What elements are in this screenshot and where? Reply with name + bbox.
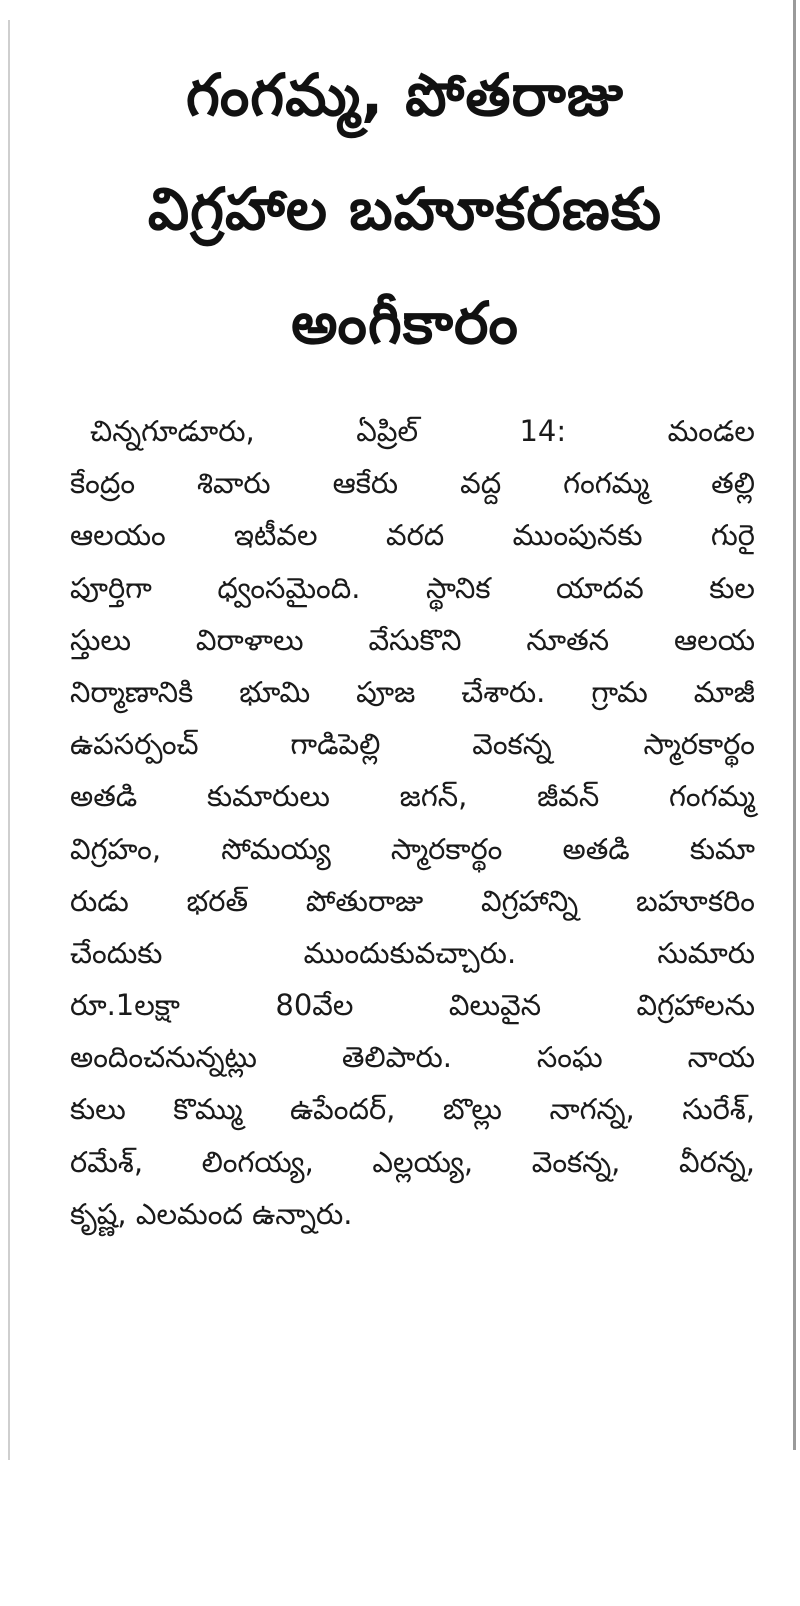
headline-line-2: విగ్రహాల బహూకరణకు: [147, 175, 663, 243]
body-line: రమేశ్, లింగయ్య, ఎల్లయ్య, వెంకన్న, వీరన్న,: [70, 1144, 755, 1179]
body-line: స్తులు విరాళాలు వేసుకొని నూతన ఆలయ: [70, 622, 755, 657]
body-line: ఆలయం ఇటీవల వరద ముంపునకు గురై: [70, 518, 755, 553]
body-line: కృష్ణ, ఎలమంద ఉన్నారు.: [70, 1196, 353, 1231]
column-rule-left: [8, 20, 10, 1460]
body-line: ఉపసర్పంచ్ గాడిపెల్లి వెంకన్న స్మారకార్థం: [70, 727, 755, 762]
headline-line-1: గంగమ్మ, పోతరాజు: [186, 61, 624, 129]
body-line: అందించనున్నట్లు తెలిపారు. సంఘ నాయ: [70, 1040, 755, 1075]
body-line: రుడు భరత్ పోతురాజు విగ్రహాన్ని బహూకరిం: [70, 883, 755, 918]
body-line: కేంద్రం శివారు ఆకేరు వద్ద గంగమ్మ తల్లి: [70, 466, 755, 501]
body-line: అతడి కుమారులు జగన్, జీవన్ గంగమ్మ: [70, 779, 755, 814]
body-line: చిన్నగూడూరు, ఏప్రిల్ 14: మండల: [90, 414, 755, 448]
body-line: రూ.1లక్షా 80వేల విలువైన విగ్రహాలను: [70, 988, 755, 1023]
article-headline: [20, 38, 790, 380]
headline-line-3: అంగీకారం: [291, 289, 519, 357]
body-line: కులు కొమ్ము ఉపేందర్, బొల్లు నాగన్న, సురేశ్,: [70, 1092, 755, 1127]
body-line: నిర్మాణానికి భూమి పూజ చేశారు. గ్రామ మాజీ: [70, 674, 755, 709]
column-rule-right: [793, 0, 796, 1450]
body-line: విగ్రహం, సోమయ్య స్మారకార్థం అతడి కుమా: [70, 831, 755, 866]
body-line: పూర్తిగా ధ్వంసమైంది. స్థానిక యాదవ కుల: [70, 570, 755, 605]
article-body: [70, 405, 755, 1240]
body-line: చేందుకు ముందుకువచ్చారు. సుమారు: [70, 935, 755, 970]
